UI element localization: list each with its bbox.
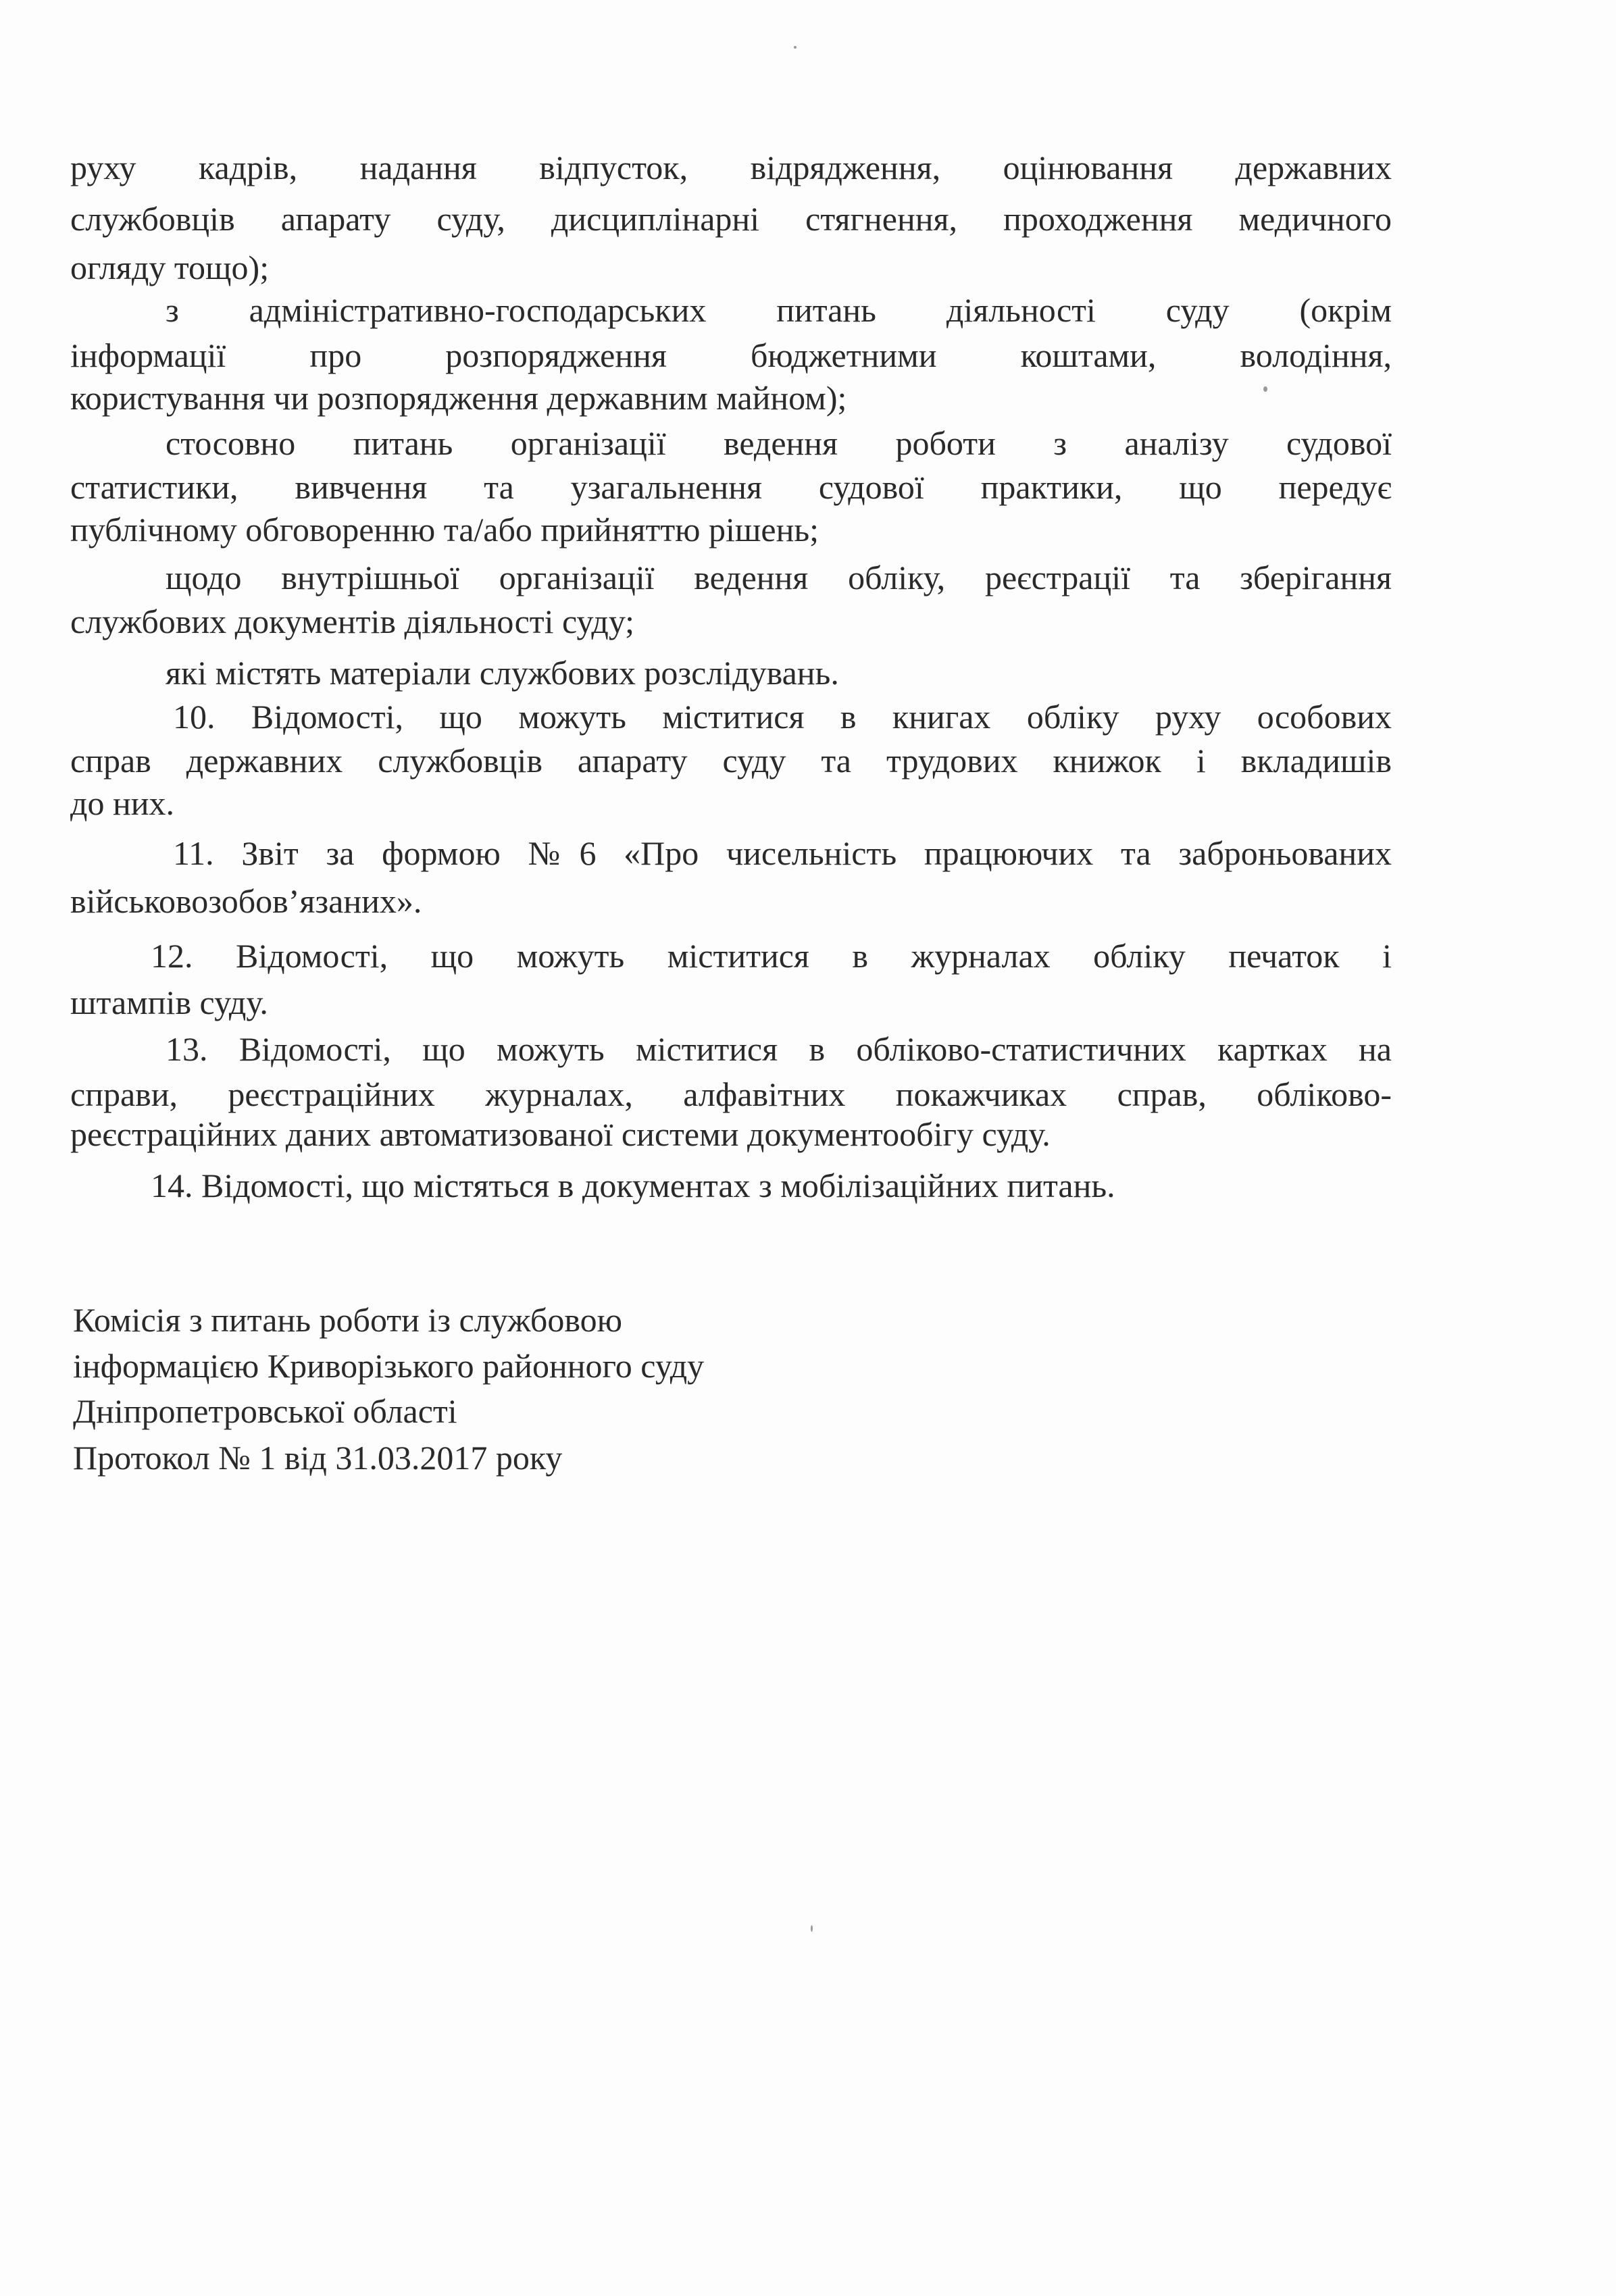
body-line: огляду тощо); [70, 249, 270, 286]
body-line: справи, реєстраційних журналах, алфавітних покажчиках справ, обліково- [70, 1075, 1392, 1113]
body-line: руху кадрів, надання відпусток, відрядження, оцінювання державних [70, 149, 1392, 186]
body-line: службовців апарату суду, дисциплінарні стягнення, проходження медичного [70, 200, 1392, 238]
body-line: інформації про розпорядження бюджетними коштами, володіння, [70, 336, 1392, 374]
list-item-11: 11. Звіт за формою №6 «Про чисельність працюючих та заброньованих [173, 834, 1392, 872]
body-line: з адміністративно-господарських питань діяльності суду (окрім [166, 291, 1392, 329]
list-item-10: 10. Відомості, що можуть міститися в книгах обліку руху особових [173, 698, 1392, 736]
signature-line: Комісія з питань роботи із службовою [73, 1301, 622, 1339]
list-item-13: 13. Відомості, що можуть міститися в обліково-статистичних картках на [166, 1030, 1392, 1068]
signature-line: інформацією Криворізького районного суду [73, 1347, 705, 1385]
body-line: статистики, вивчення та узагальнення судової практики, що передує [70, 468, 1392, 506]
body-line: реєстраційних даних автоматизованої системи документообігу суду. [70, 1115, 1051, 1153]
body-line: користування чи розпорядження державним майном); [70, 379, 847, 417]
body-line: до них. [70, 784, 174, 822]
body-line: службових документів діяльності суду; [70, 603, 635, 640]
body-line: які містять матеріали службових розслідувань. [166, 654, 839, 692]
list-item-14: 14. Відомості, що містяться в документах з мобілізаційних питань. [151, 1167, 1115, 1204]
scan-speck [1263, 386, 1267, 392]
body-line: публічному обговоренню та/або прийняттю рішень; [70, 511, 819, 549]
body-line: справ державних службовців апарату суду та трудових книжок і вкладишів [70, 742, 1392, 780]
scan-speck [811, 1925, 813, 1932]
body-line: стосовно питань організації ведення роботи з аналізу судової [166, 424, 1392, 462]
body-line: військовозобов’язаних». [70, 882, 422, 920]
body-line: щодо внутрішньої організації ведення обліку, реєстрації та зберігання [166, 559, 1392, 596]
scan-speck [794, 46, 797, 49]
protocol-line: Протокол № 1 від 31.03.2017 року [73, 1439, 563, 1477]
list-item-12: 12. Відомості, що можуть міститися в журналах обліку печаток і [151, 937, 1392, 975]
body-line: штампів суду. [70, 984, 268, 1021]
signature-line: Дніпропетровської області [73, 1392, 457, 1430]
